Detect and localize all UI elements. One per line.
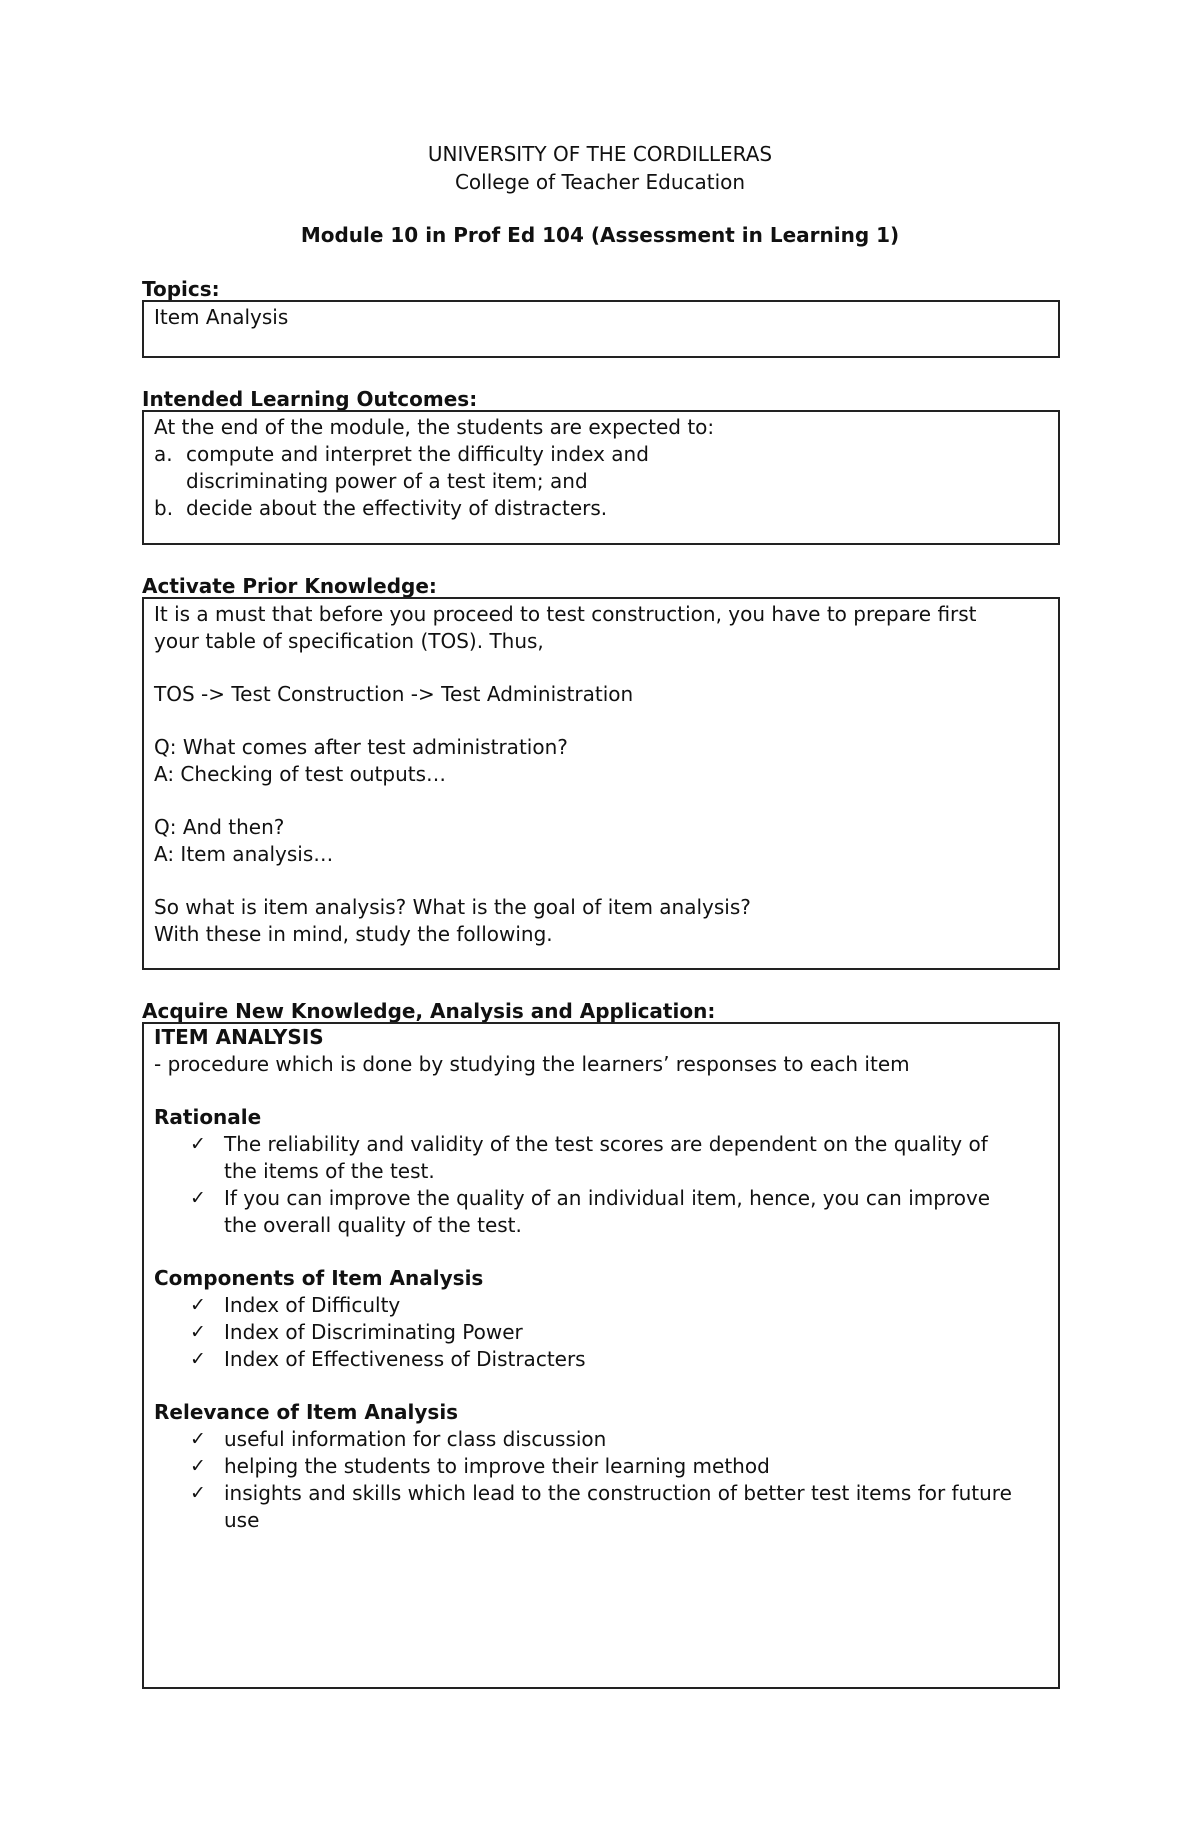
new-knowledge-label: Acquire New Knowledge, Analysis and Application: [142, 999, 716, 1023]
relevance-item-line: helping the students to improve their learning method [224, 1454, 770, 1478]
component-item: Index of Difficulty [224, 1293, 401, 1317]
college-name: College of Teacher Education [454, 170, 746, 194]
outcome-b-line1: decide about the effectivity of distracters. [186, 496, 608, 520]
component-item: Index of Effectiveness of Distracters [224, 1347, 586, 1371]
closing-line: So what is item analysis? What is the goal of item analysis? [154, 895, 751, 919]
rationale-heading: Rationale [154, 1105, 262, 1129]
check-icon: ✓ [190, 1187, 206, 1209]
outcome-a-line1: compute and interpret the difficulty index and [186, 442, 649, 466]
relevance-item-line: use [224, 1508, 260, 1532]
tos-flow: TOS -> Test Construction -> Test Administration [154, 682, 634, 706]
question-2: Q: And then? [154, 815, 285, 839]
outcome-marker: b. [154, 496, 174, 520]
check-icon: ✓ [190, 1455, 206, 1477]
check-icon: ✓ [190, 1482, 206, 1504]
rationale-item-line: The reliability and validity of the test scores are dependent on the quality of [224, 1132, 988, 1156]
answer-1: A: Checking of test outputs… [154, 762, 447, 786]
check-icon: ✓ [190, 1348, 206, 1370]
outcomes-label: Intended Learning Outcomes: [142, 387, 478, 411]
check-icon: ✓ [190, 1321, 206, 1343]
new-knowledge-box [142, 1022, 1060, 1689]
check-icon: ✓ [190, 1428, 206, 1450]
module-title: Module 10 in Prof Ed 104 (Assessment in Learning 1) [300, 223, 900, 247]
closing-line: With these in mind, study the following. [154, 922, 553, 946]
item-analysis-definition: - procedure which is done by studying the learners’ responses to each item [154, 1052, 910, 1076]
university-name: UNIVERSITY OF THE CORDILLERAS [427, 142, 773, 166]
relevance-heading: Relevance of Item Analysis [154, 1400, 459, 1424]
outcome-a-line2: discriminating power of a test item; and [186, 469, 588, 493]
component-item: Index of Discriminating Power [224, 1320, 523, 1344]
check-icon: ✓ [190, 1133, 206, 1155]
outcomes-box [142, 410, 1060, 545]
answer-2: A: Item analysis… [154, 842, 334, 866]
question-1: Q: What comes after test administration? [154, 735, 568, 759]
outcomes-intro: At the end of the module, the students are expected to: [154, 415, 715, 439]
topics-label: Topics: [142, 277, 220, 301]
rationale-item-line: the items of the test. [224, 1159, 435, 1183]
rationale-item-line: If you can improve the quality of an individual item, hence, you can improve [224, 1186, 991, 1210]
rationale-item-line: the overall quality of the test. [224, 1213, 522, 1237]
relevance-item-line: insights and skills which lead to the construction of better test items for future [224, 1481, 1012, 1505]
topics-box [142, 300, 1060, 358]
relevance-item-line: useful information for class discussion [224, 1427, 607, 1451]
topics-content: Item Analysis [154, 305, 289, 329]
prior-paragraph-line: It is a must that before you proceed to test construction, you have to prepare first [154, 602, 977, 626]
outcome-marker: a. [154, 442, 173, 466]
prior-paragraph-line: your table of specification (TOS). Thus, [154, 629, 544, 653]
item-analysis-title: ITEM ANALYSIS [154, 1025, 324, 1049]
prior-knowledge-box [142, 597, 1060, 970]
check-icon: ✓ [190, 1294, 206, 1316]
components-heading: Components of Item Analysis [154, 1266, 484, 1290]
prior-knowledge-label: Activate Prior Knowledge: [142, 574, 437, 598]
